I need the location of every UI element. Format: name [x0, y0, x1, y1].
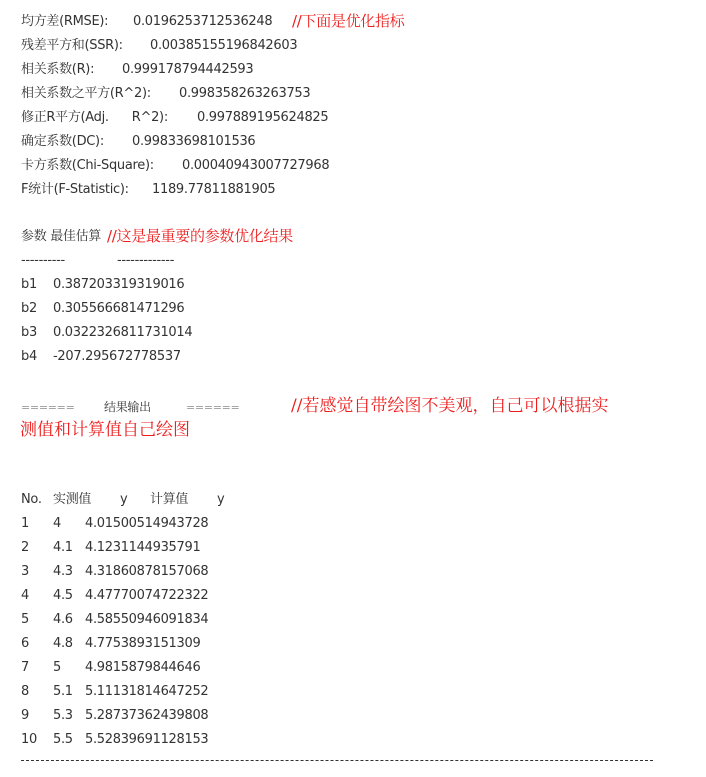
metric-label-f-statistic: F统计(F-Statistic): — [21, 182, 129, 197]
row-computed: 5.11131814647252 — [85, 684, 209, 699]
header-computed-y: y — [217, 492, 225, 507]
row-measured: 4.6 — [53, 612, 73, 627]
row-no: 9 — [21, 708, 29, 723]
row-computed: 4.31860878157068 — [85, 564, 209, 579]
metric-label-adj-r2: 修正R平方(Adj. R^2): — [21, 110, 168, 125]
metric-label-ssr: 残差平方和(SSR): — [21, 38, 123, 53]
row-no: 8 — [21, 684, 29, 699]
row-no: 5 — [21, 612, 29, 627]
metric-value-r2: 0.998358263263753 — [179, 86, 311, 101]
metric-value-f-statistic: 1189.77811881905 — [152, 182, 276, 197]
parameters-separator-right: ------------- — [117, 253, 175, 268]
results-marker-right: ====== — [186, 401, 240, 414]
row-no: 6 — [21, 636, 29, 651]
param-name-b1: b1 — [21, 277, 37, 292]
row-computed: 4.9815879844646 — [85, 660, 201, 675]
metric-value-adj-r2: 0.997889195624825 — [197, 110, 329, 125]
dashed-divider — [21, 760, 653, 761]
row-computed: 5.52839691128153 — [85, 732, 209, 747]
row-no: 1 — [21, 516, 29, 531]
metric-label-dc: 确定系数(DC): — [21, 134, 104, 149]
metric-value-r: 0.999178794442593 — [122, 62, 254, 77]
metric-value-chi-square: 0.00040943007727968 — [182, 158, 330, 173]
header-measured: 实测值 — [53, 492, 92, 507]
param-value-b2: 0.305566681471296 — [53, 301, 185, 316]
row-no: 4 — [21, 588, 29, 603]
param-name-b2: b2 — [21, 301, 37, 316]
parameters-comment: //这是最重要的参数优化结果 — [107, 227, 293, 245]
metric-label-chi-square: 卡方系数(Chi-Square): — [21, 158, 154, 173]
row-no: 10 — [21, 732, 37, 747]
row-no: 2 — [21, 540, 29, 555]
param-value-b1: 0.387203319319016 — [53, 277, 185, 292]
param-name-b4: b4 — [21, 349, 37, 364]
results-marker-left: ====== — [21, 401, 75, 414]
row-measured: 4 — [53, 516, 61, 531]
row-measured: 4.3 — [53, 564, 73, 579]
parameters-header: 参数 最佳估算 — [21, 229, 102, 244]
row-computed: 4.7753893151309 — [85, 636, 201, 651]
row-computed: 4.47770074722322 — [85, 588, 209, 603]
param-value-b3: 0.0322326811731014 — [53, 325, 193, 340]
row-measured: 5.5 — [53, 732, 73, 747]
row-measured: 5.1 — [53, 684, 73, 699]
metric-label-rmse: 均方差(RMSE): — [21, 14, 109, 29]
parameters-separator-left: ---------- — [21, 253, 65, 268]
row-measured: 4.1 — [53, 540, 73, 555]
row-measured: 5.3 — [53, 708, 73, 723]
metric-label-r: 相关系数(R): — [21, 62, 95, 77]
row-computed: 4.58550946091834 — [85, 612, 209, 627]
param-value-b4: -207.295672778537 — [53, 349, 181, 364]
metrics-comment: //下面是优化指标 — [292, 12, 405, 30]
header-measured-y: y — [120, 492, 128, 507]
metric-value-rmse: 0.0196253712536248 — [133, 14, 273, 29]
results-title: 结果输出 — [104, 400, 151, 414]
header-computed: 计算值 — [150, 492, 189, 507]
row-measured: 5 — [53, 660, 61, 675]
row-measured: 4.8 — [53, 636, 73, 651]
metric-value-ssr: 0.00385155196842603 — [150, 38, 298, 53]
results-comment-line1: //若感觉自带绘图不美观，自己可以根据实 — [291, 396, 609, 416]
metric-label-r2: 相关系数之平方(R^2): — [21, 86, 151, 101]
row-computed: 4.1231144935791 — [85, 540, 201, 555]
metric-value-dc: 0.99833698101536 — [132, 134, 256, 149]
results-comment-line2: 测值和计算值自己绘图 — [20, 420, 190, 440]
param-name-b3: b3 — [21, 325, 37, 340]
row-measured: 4.5 — [53, 588, 73, 603]
row-computed: 5.28737362439808 — [85, 708, 209, 723]
row-computed: 4.01500514943728 — [85, 516, 209, 531]
row-no: 3 — [21, 564, 29, 579]
row-no: 7 — [21, 660, 29, 675]
header-no: No. — [21, 492, 42, 507]
